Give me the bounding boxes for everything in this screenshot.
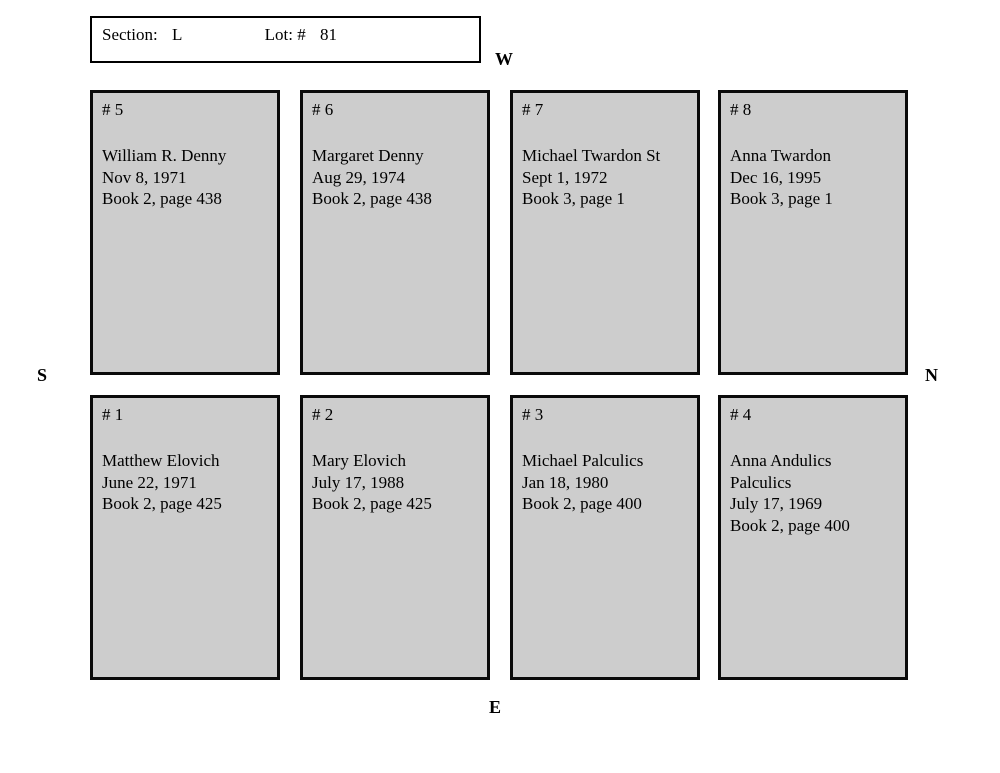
compass-west-label: W xyxy=(495,49,513,69)
compass-east-label: E xyxy=(489,697,502,717)
plot-card-3 xyxy=(510,395,700,680)
plot-number: # 8 xyxy=(730,100,752,119)
plot-number: # 4 xyxy=(730,405,752,424)
plot-date: Jan 18, 1980 xyxy=(522,472,609,492)
plot-name: Matthew Elovich xyxy=(102,451,220,470)
compass-south-label: S xyxy=(37,365,48,385)
plot-date: Sept 1, 1972 xyxy=(522,167,608,187)
plot-details xyxy=(522,450,689,515)
plot-number: # 7 xyxy=(522,100,544,119)
plot-date: June 22, 1971 xyxy=(102,472,197,492)
plot-name: Anna Twardon xyxy=(730,146,831,165)
plot-name: Michael Twardon St xyxy=(522,146,661,165)
plot-name: Margaret Denny xyxy=(312,146,424,165)
plot-book: Book 3, page 1 xyxy=(522,189,625,208)
plot-date: Aug 29, 1974 xyxy=(312,167,406,187)
plot-date: July 17, 1988 xyxy=(312,472,405,492)
plot-details xyxy=(730,145,897,210)
plot-details xyxy=(312,450,479,515)
plot-details xyxy=(522,145,689,210)
plot-book: Book 2, page 400 xyxy=(522,494,642,513)
plot-date: Dec 16, 1995 xyxy=(730,167,822,187)
plot-number: # 2 xyxy=(312,405,334,424)
plot-card-5 xyxy=(90,90,280,375)
plot-number: # 3 xyxy=(522,405,544,424)
plot-book: Book 2, page 438 xyxy=(312,189,432,208)
plot-details xyxy=(102,450,269,515)
section-label: Section: xyxy=(102,25,158,44)
plot-details xyxy=(102,145,269,210)
plot-number: # 1 xyxy=(102,405,124,424)
section-lot-header xyxy=(90,16,481,63)
plot-card-8 xyxy=(718,90,908,375)
plot-date: Nov 8, 1971 xyxy=(102,167,187,187)
plot-card-2 xyxy=(300,395,490,680)
plot-book: Book 2, page 438 xyxy=(102,189,222,208)
plot-card-4 xyxy=(718,395,908,680)
plot-book: Book 2, page 425 xyxy=(102,494,222,513)
plot-book: Book 3, page 1 xyxy=(730,189,833,208)
lot-label: Lot: # xyxy=(264,25,306,44)
plot-name: Mary Elovich xyxy=(312,451,406,470)
plot-card-7 xyxy=(510,90,700,375)
plot-details xyxy=(312,145,479,210)
plot-date: July 17, 1969 xyxy=(730,494,823,513)
plot-name: Michael Palculics xyxy=(522,451,644,470)
plot-details xyxy=(730,450,897,536)
plot-number: # 5 xyxy=(102,100,124,119)
plot-card-1 xyxy=(90,395,280,680)
plot-card-6 xyxy=(300,90,490,375)
lot-value: 81 xyxy=(319,25,337,44)
compass-north-label: N xyxy=(925,365,938,385)
plot-book: Book 2, page 425 xyxy=(312,494,432,513)
plot-name: Anna Andulics Palculics xyxy=(730,451,832,492)
plot-number: # 6 xyxy=(312,100,334,119)
plot-name: William R. Denny xyxy=(102,146,227,165)
section-value: L xyxy=(171,25,183,44)
plot-book: Book 2, page 400 xyxy=(730,515,850,535)
